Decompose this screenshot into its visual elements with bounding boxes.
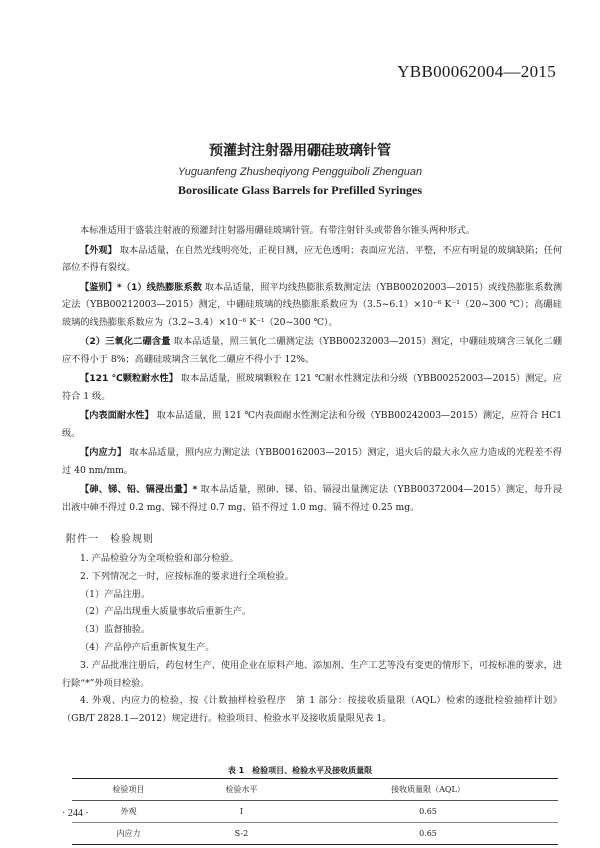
appendix-line: （1）产品注册。 — [80, 588, 151, 600]
cell-level: I — [185, 801, 298, 823]
stress-text: 取本品适量，照内应力测定法（YBB00162003—2015）测定，退火后的最大永久应力造成的光程差不得过 40 nm/mm。 — [62, 447, 563, 476]
boron-label: （2）三氧化二硼含量 — [80, 336, 171, 347]
intro-paragraph: 本标准适用于盛装注射液的预灌封注射器用硼硅玻璃针管。有带注射针头或带鲁尔锥头两种形式。 — [80, 225, 476, 236]
appendix-line: 3. 产品批准注册后，药包材生产、使用企业在原料产地、添加剂、生产工艺等没有变更的情形下，可按标准的要求，进行除“*”外项目检验。 — [62, 659, 562, 689]
leaching-paragraph — [62, 481, 562, 516]
title-pinyin: Yuguanfeng Zhusheqiyong Pengguiboli Zhenguan — [177, 166, 423, 178]
appendix-line: （4）产品停产后重新恢复生产。 — [80, 641, 215, 653]
title-chinese: 预灌封注射器用硼硅玻璃针管 — [209, 143, 391, 159]
appendix-line: 4. 外观、内应力的检验，按《计数抽样检验程序 第 1 部分：按接收质量限（AQL）检索的逐批检验抽样计划》（GB/T 2828.1—2012）规定进行。检验项目、检验水平及接收质量限见表 1。 — [62, 695, 562, 725]
cell-aql: 0.65 — [298, 823, 558, 845]
standard-body — [62, 222, 562, 518]
stress-paragraph — [62, 444, 562, 479]
table-row — [72, 823, 558, 845]
leaching-label: 【砷、锑、铅、镉浸出量】* — [80, 484, 198, 495]
page-number: · 244 · — [62, 808, 89, 819]
identification-text: 取本品适量，照平均线热膨胀系数测定法（YBB00202003—2015）或线热膨胀系数测定法（YBB00212003—2015）测定，中硼硅玻璃的线热膨胀系数应为（3.5~6.1）×10⁻⁶ K⁻¹（20~300 ℃）；高硼硅玻璃的线热膨胀系数应为（3.2~3.4）×10⁻⁶ K⁻¹（20~300 ℃）。 — [62, 281, 563, 328]
surface-water-label: 【内表面耐水性】 — [80, 410, 154, 421]
cell-level: S-2 — [185, 823, 298, 845]
appendix-line: 1. 产品检验分为全项检验和部分检验。 — [80, 553, 239, 564]
appearance-paragraph — [62, 242, 562, 277]
particle-water-label: 【121 ℃颗粒耐水性】 — [80, 373, 178, 384]
appearance-label: 【外观】 — [80, 244, 117, 256]
boron-text: 取本品适量，照三氧化二硼测定法（YBB00232003—2015）测定，中硼硅玻璃含三氧化二硼应不得小于 8%；高硼硅玻璃含三氧化二硼应不得小于 12%。 — [62, 336, 562, 365]
table-caption: 表 1 检验项目、检验水平及接收质量限 — [227, 766, 373, 775]
appendix-body — [62, 550, 562, 728]
cell-aql: 0.65 — [298, 801, 558, 823]
stress-label: 【内应力】 — [80, 447, 127, 458]
appendix-title: 附件一 检验规则 — [66, 534, 154, 545]
surface-water-text: 取本品适量，照 121 ℃内表面耐水性测定法和分级（YBB00242003—2015）测定，应符合 HC1 级。 — [62, 410, 563, 439]
cell-item: 外观 — [72, 801, 185, 823]
particle-water-paragraph — [62, 370, 562, 405]
surface-water-paragraph — [62, 407, 562, 442]
appendix-line: （3）监督抽验。 — [80, 624, 151, 636]
appendix-line: （2）产品出现重大质量事故后重新生产。 — [80, 606, 252, 618]
cell-item: 内应力 — [72, 823, 185, 845]
particle-water-text: 取本品适量，照玻璃颗粒在 121 ℃耐水性测定法和分级（YBB00252003—2015）测定，应符合 1 级。 — [62, 373, 562, 402]
identification-label: 【鉴别】*（1）线热膨胀系数 — [80, 281, 202, 293]
header-level: 检验水平 — [185, 779, 298, 801]
header-aql: 接收质量限（AQL） — [298, 779, 558, 801]
identification-paragraph — [62, 279, 562, 332]
leaching-text: 取本品适量，照砷、锑、铅、镉浸出量测定法（YBB00372004—2015）测定，每升浸出液中砷不得过 0.2 mg、锑不得过 0.7 mg、铅不得过 1.0 mg、镉不得过 0.25 mg。 — [62, 484, 563, 513]
inspection-table — [72, 778, 558, 845]
boron-paragraph — [62, 333, 562, 368]
header-item: 检验项目 — [72, 779, 185, 801]
standard-code: YBB00062004—2015 — [397, 62, 556, 81]
appendix-line: 2. 下列情况之一时，应按标准的要求进行全项检验。 — [80, 570, 294, 582]
table-row — [72, 801, 558, 823]
title-block — [0, 140, 600, 198]
title-english: Borosilicate Glass Barrels for Prefilled Syringes — [177, 183, 423, 197]
table-header-row — [72, 779, 558, 801]
appearance-text: 取本品适量，在自然光线明亮处，正视目测，应无色透明；表面应光洁、平整，不应有明显的玻璃缺陷；任何部位不得有裂纹。 — [62, 244, 563, 273]
